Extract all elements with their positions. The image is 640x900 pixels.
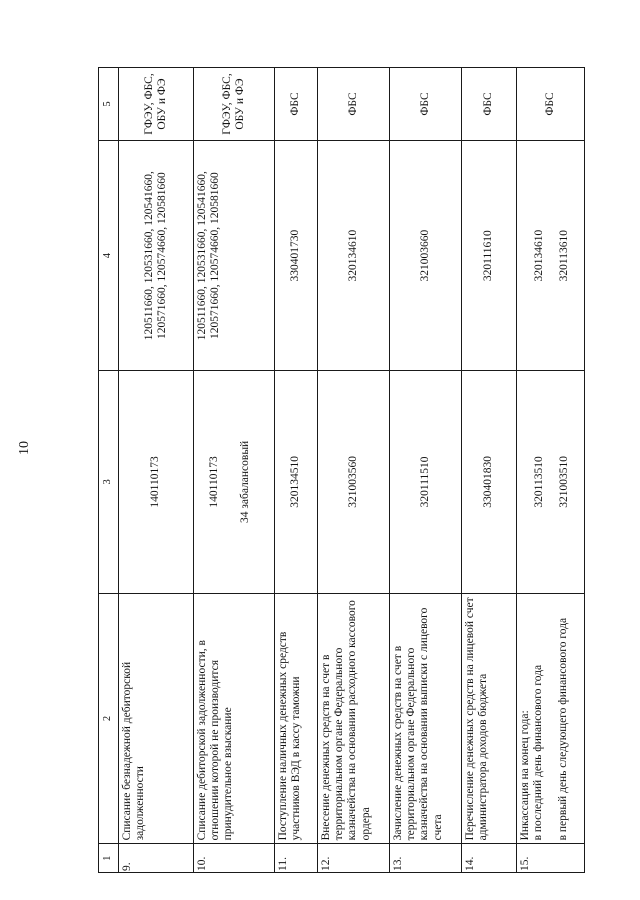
row-debit-account (517, 371, 585, 593)
row-number: 15. (517, 844, 585, 873)
row-credit-accounts: 120511660, 120531660, 120541660, 120571660, 120574660, 120581660 (194, 141, 275, 371)
page-number: 10 (17, 441, 32, 455)
row-debit-account (194, 371, 275, 593)
row-code: ФБС (275, 68, 318, 141)
table-row (318, 68, 390, 873)
row-debit-offbalance: 34 забалансовый (239, 440, 252, 524)
row-number: 14. (462, 844, 517, 873)
row-code: ФБС (517, 68, 585, 141)
row-description: Перечисление денежных средств на лицевой счет администратора доходов бюджета (462, 593, 517, 844)
row-description (517, 593, 585, 844)
row-sub1-text: в последний день финансового года (532, 664, 545, 841)
row-debit-account: 330401830 (462, 371, 517, 593)
row-code: ФБС (318, 68, 390, 141)
table-row (390, 68, 462, 873)
row-debit-account: 140110173 (119, 371, 194, 593)
row-debit-value: 140110173 (208, 456, 220, 508)
row-code: ФБС (390, 68, 462, 141)
header-cell-4: 4 (99, 141, 119, 371)
row-number: 9. (119, 844, 194, 873)
header-cell-2: 2 (99, 593, 119, 844)
row-number: 10. (194, 844, 275, 873)
row-credit-accounts (517, 141, 585, 371)
row-description: Внесение денежных средств на счет в территориальном органе Федерального казначейства на основании расходного кассового ордера (318, 593, 390, 844)
table-row (517, 68, 585, 873)
table-row (462, 68, 517, 873)
row-credit-accounts: 320134610 (318, 141, 390, 371)
row-sub2-text: в первый день следующего финансового года (557, 617, 570, 841)
row-debit-account: 320111510 (390, 371, 462, 593)
row-number: 12. (318, 844, 390, 873)
row-code: ГФЭУ, ФБС, ОБУ и ФЭ (119, 68, 194, 141)
row-description: Поступление наличных денежных средств участников ВЭД в кассу таможни (275, 593, 318, 844)
row-sub2-debit: 321003510 (558, 456, 571, 508)
row-credit-accounts: 321003660 (390, 141, 462, 371)
row-number: 13. (390, 844, 462, 873)
row-debit-account: 321003560 (318, 371, 390, 593)
row-sub2-credit: 320113610 (558, 230, 571, 282)
row-credit-accounts: 120511660, 120531660, 120541660, 120571660, 120574660, 120581660 (119, 141, 194, 371)
row-credit-accounts: 330401730 (275, 141, 318, 371)
row-code: ГФЭУ, ФБС, ОБУ и ФЭ (194, 68, 275, 141)
row-description: Списание дебиторской задолженности, в отношении которой не производится принудительное взыскание (194, 593, 275, 844)
header-cell-3: 3 (99, 371, 119, 593)
row-number: 11. (275, 844, 318, 873)
table-row (194, 68, 275, 873)
header-cell-1: 1 (99, 844, 119, 873)
row-description: Списание безнадежной дебиторской задолженности (119, 593, 194, 844)
row-sub1-debit: 320113510 (533, 456, 545, 508)
table-header-row (99, 68, 119, 873)
rotated-page-content (98, 67, 585, 873)
row-credit-accounts: 320111610 (462, 141, 517, 371)
table-row (275, 68, 318, 873)
header-cell-5: 5 (99, 68, 119, 141)
row-description: Зачисление денежных средств на счет в территориальном органе Федерального казначейства на основании выписки с лицевого счета (390, 593, 462, 844)
row-debit-account: 320134510 (275, 371, 318, 593)
row-sub1-credit: 320134610 (533, 229, 545, 282)
row-description-title: Инкассация на конец года: (519, 710, 531, 841)
accounting-entries-table (98, 67, 585, 873)
table-row (119, 68, 194, 873)
row-code: ФБС (462, 68, 517, 141)
